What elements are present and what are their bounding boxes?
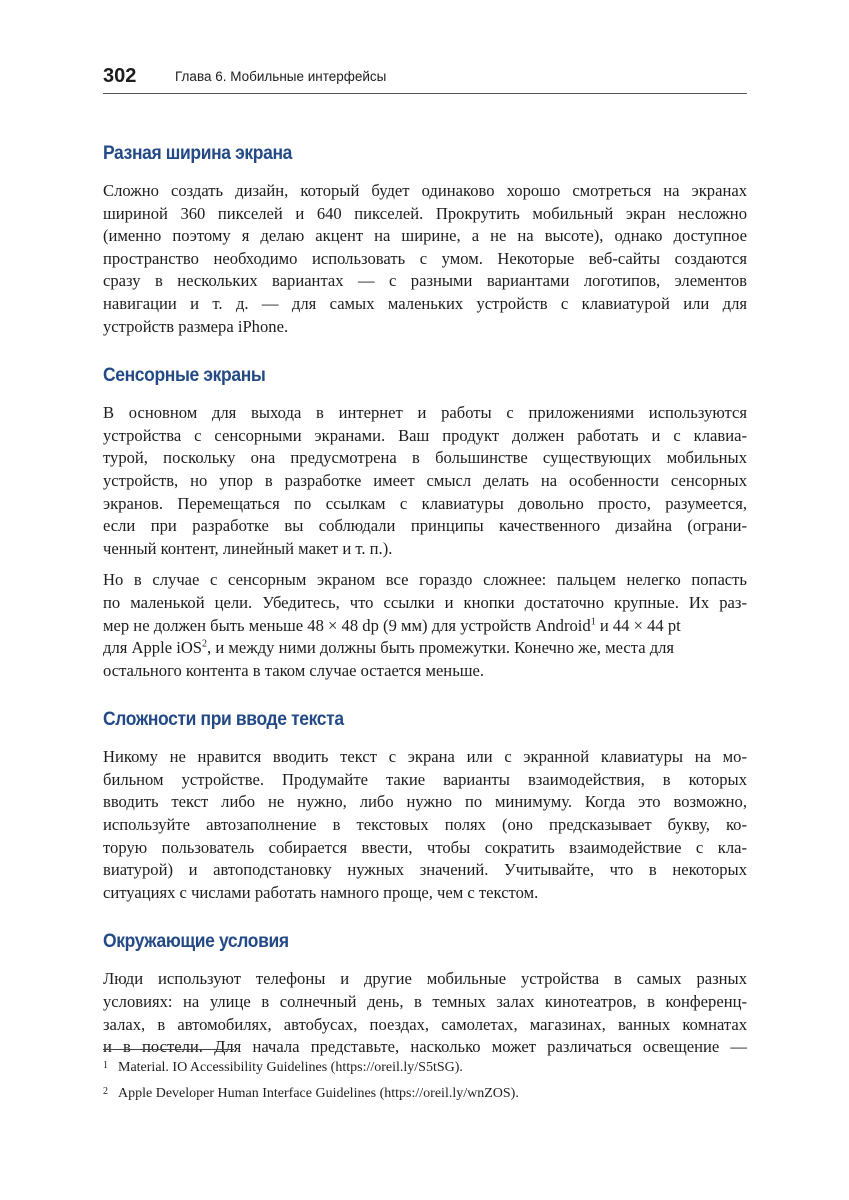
text-line: устройства с сенсорными экранами. Ваш продукт должен работать и с клавиа- (103, 425, 747, 445)
footnote-ref-1: 1 (590, 615, 596, 627)
paragraph (103, 569, 747, 682)
page-header (103, 64, 747, 94)
text-line: навигации и т. д. — для самых маленьких устройств с клавиатурой или для (103, 293, 747, 313)
section-title-environment: Окружающие условия (103, 931, 289, 953)
text-line: ченный контент, линейный макет и т. п.). (103, 538, 393, 558)
text-line: ситуациях с числами работать намного проще, чем с текстом. (103, 882, 539, 902)
footnote-1 (103, 1058, 747, 1084)
text-line: турой, поскольку она предусмотрена в большинстве существующих мобильных (103, 448, 747, 468)
footnote-mark: 1 (103, 1060, 108, 1071)
text-line: условиях: на улице в солнечный день, в темных залах кинотеатров, в конференц- (103, 992, 747, 1012)
text-line: устройств, но упор в разработке имеет смысл делать на особенности сенсорных (103, 470, 747, 490)
text-line: если при разработке вы соблюдали принципы качественного дизайна (ограни- (103, 516, 747, 536)
text-line: В основном для выхода в интернет и работы с приложениями используются (103, 403, 747, 423)
text-line: Люди используют телефоны и другие мобильные устройства в самых разных (103, 969, 747, 989)
text-line: сразу в нескольких вариантах — с разными вариантами логотипов, элементов (103, 271, 747, 291)
page-number: 302 (103, 65, 137, 87)
footnote-ref-2: 2 (202, 638, 208, 650)
text-line: экранов. Перемещаться по ссылкам с клавиатуры довольно просто, разумеется, (103, 493, 747, 513)
text-line: бильном устройстве. Продумайте такие варианты взаимодействия, в которых (103, 769, 747, 789)
footnote-2 (103, 1084, 747, 1110)
section-title-touch-screens: Сенсорные экраны (103, 365, 266, 387)
text-line: пространство необходимо использовать с умом. Некоторые веб-сайты создаются (103, 248, 747, 268)
text-line: виатурой) и автоподстановку нужных значений. Учитывайте, что в некоторых (103, 860, 747, 880)
paragraph (103, 968, 747, 1058)
footnote-mark: 2 (103, 1086, 108, 1097)
text-line-with-footnote (103, 637, 747, 660)
text-line: устройств размера iPhone. (103, 316, 289, 336)
text-line: Сложно создать дизайн, который будет одинаково хорошо смотреться на экранах (103, 181, 747, 200)
text-line: Но в случае с сенсорным экраном все гораздо сложнее: пальцем нелегко попасть (103, 570, 747, 590)
text-run: , и между ними должны быть промежутки. Конечно же, места для (207, 638, 675, 658)
text-run: мер не должен быть меньше 48 × 48 dp (9 мм) для устройств Android (103, 615, 591, 635)
text-line: по маленькой цели. Убедитесь, что ссылки и кнопки достаточно крупные. Их раз- (103, 592, 747, 612)
paragraph (103, 402, 747, 560)
paragraph (103, 746, 747, 904)
section-title-screen-width: Разная ширина экрана (103, 143, 292, 164)
text-line-with-footnote (103, 615, 747, 638)
text-line: остального контента в таком случае остается меньше. (103, 660, 485, 680)
footnote-text: Material. IO Accessibility Guidelines (https://oreil.ly/S5tSG). (118, 1060, 463, 1075)
footnote-text: Apple Developer Human Interface Guidelines (https://oreil.ly/wnZOS). (118, 1086, 519, 1101)
section-title-text-input: Сложности при вводе текста (103, 709, 344, 731)
text-run: и 44 × 44 pt (595, 615, 681, 635)
text-run: для Apple iOS (103, 638, 203, 658)
footnote-divider (103, 1049, 234, 1050)
text-line: шириной 360 пикселей и 640 пикселей. Прокрутить мобильный экран несложно (103, 203, 747, 223)
paragraph (103, 180, 747, 338)
running-head: Глава 6. Мобильные интерфейсы (175, 69, 387, 84)
footnotes (103, 1058, 747, 1110)
text-line: торую пользователь собирается ввести, чтобы сократить взаимодействие с кла- (103, 837, 747, 857)
text-line: используйте автозаполнение в текстовых полях (оно предсказывает букву, ко- (103, 815, 747, 835)
text-line: залах, в автомобилях, автобусах, поездах, самолетах, магазинах, ванных комнатах (103, 1014, 747, 1034)
text-line: и в постели. Для начала представьте, насколько может различаться освещение — (103, 1037, 747, 1057)
text-line: Никому не нравится вводить текст с экрана или с экранной клавиатуры на мо- (103, 747, 747, 767)
text-line: вводить текст либо не нужно, либо нужно по минимуму. Когда это возможно, (103, 792, 747, 812)
page-content (103, 138, 747, 1059)
text-line: (именно поэтому я делаю акцент на ширине, а не на высоте), однако доступное (103, 226, 747, 246)
